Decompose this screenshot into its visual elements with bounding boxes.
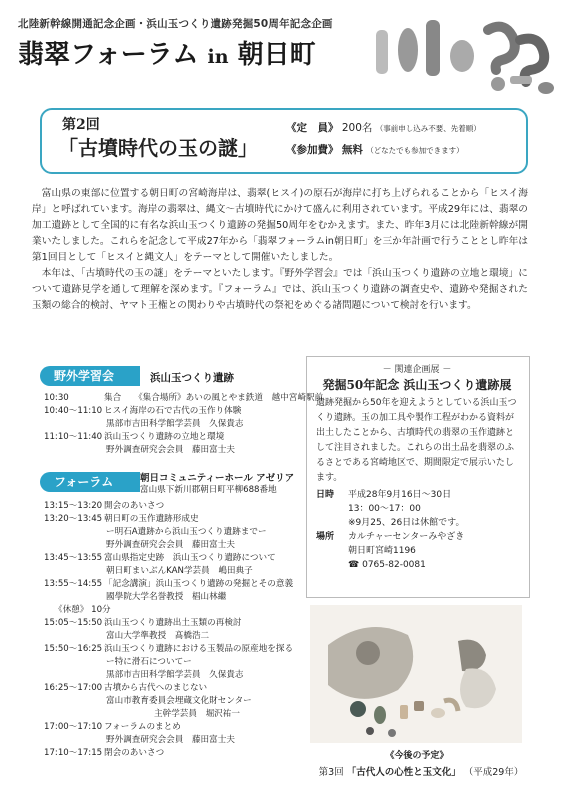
schedule-row: 13:55～14:55 「記念講演」浜山玉つくり遺跡の発掘とその意義 — [44, 579, 294, 589]
schedule-row: 黒部市吉田科学館学芸員 久保貴志 — [106, 419, 244, 429]
page-title — [18, 34, 316, 71]
exhibition-body: 遺跡発掘から50年を迎えようとしている浜山玉つくり遺跡。玉の加工具や製作工程がわかる資料が出土したことから、古墳時代の翡翠の玉作遺跡として注目されました。これらの出土品を翡翠のふるさとである宮崎地区で、期間限定で展示いたします。 — [316, 398, 517, 483]
fee-note: （どなたでも参加できます） — [366, 146, 464, 155]
fee-value: 無料 — [341, 144, 363, 156]
schedule-row: 《休憩》 10分 — [54, 605, 111, 615]
schedule-row: 11:10～11:40 浜山玉つくり遺跡の立地と環境 — [44, 432, 225, 442]
exhibition-place: 場所 カルチャーセンターみやざき — [316, 532, 465, 542]
schedule-row: 17:00～17:10 フォーラムのまとめ — [44, 722, 181, 732]
schedule-row: 15:05～15:50 浜山玉つくり遺跡出土玉類の再検討 — [44, 618, 242, 628]
phone-icon: ☎ — [348, 560, 360, 570]
title-place: 朝日町 — [237, 40, 316, 70]
forum-venue: 朝日コミュニティーホール アゼリア — [140, 473, 295, 484]
exhibition-closed-note: ※9月25、26日は休館です。 — [348, 518, 465, 528]
schedule-row: 黒部市吉田科学館学芸員 久保貴志 — [106, 670, 244, 680]
intro-text — [32, 186, 528, 314]
schedule-row: ー特に滑石についてー — [106, 657, 192, 667]
field-study-banner: 野外学習会 — [40, 366, 140, 386]
exhibition-date: 日時 平成28年9月16日～30日 — [316, 490, 452, 500]
schedule-row: ー明石A遺跡から浜山玉つくり遺跡までー — [106, 527, 267, 537]
artifacts-photo — [310, 605, 522, 743]
exhibition-phone: ☎ 0765-82-0081 — [348, 560, 426, 570]
schedule-row: 朝日町まいぶんKAN学芸員 嶋田典子 — [106, 566, 253, 576]
future-plan-item: 第3回 「古代人の心性と玉文化」 （平成29年） — [318, 767, 524, 778]
schedule-row: 主幹学芸員 堀沢祐一 — [154, 709, 240, 719]
header-subtitle: 北陸新幹線開通記念企画・浜山玉つくり遺跡発掘50周年記念企画 — [18, 18, 333, 30]
capacity-value: 200名 — [341, 122, 373, 134]
schedule-row: 10:30 集合 《集合場所》あいの風とやま鉄道 越中宮崎駅前 — [44, 393, 324, 403]
exhibition-time: 13：00～17：00 — [348, 504, 421, 514]
forum-schedule — [44, 500, 306, 760]
schedule-row: 野外調査研究会会員 藤田富士夫 — [106, 735, 235, 745]
title-main: 翡翠フォーラム — [18, 40, 199, 70]
future-plan-title: 《今後の予定》 — [385, 751, 449, 761]
fee-info — [286, 142, 464, 157]
exhibition-title: 発掘50年記念 浜山玉つくり遺跡展 — [322, 378, 512, 392]
schedule-row: 15:50～16:25 浜山玉つくり遺跡における玉製品の原産地を探る — [44, 644, 294, 654]
edition-label: 第2回 — [62, 117, 100, 133]
forum-address: 富山県下新川郡朝日町平柳688番地 — [140, 485, 277, 495]
exhibition-head: － 関連企画展 － — [382, 365, 452, 375]
intro-paragraph-1: 富山県の東部に位置する朝日町の宮崎海岸は、翡翠(ヒスイ)の原石が海岸に打ち上げられることから「ヒスイ海岸」と呼ばれています。海岸の翡翠は、縄文～古墳時代にかけて盛んに利用されています。平成29年には、翡翠の加工遺跡として全国的に有名な浜山玉つくり遺跡の発掘50周年をむかえます。また、昨年3月には北陸新幹線が開業いたしました。これらを記念して平成27年から「翡翠フォーラムin朝日町」を三か年計画で行うこととし昨年は第1回目として「ヒスイと縄文人」をテーマとして開催いたしました。 — [32, 188, 528, 263]
capacity-info — [286, 120, 481, 135]
field-study-schedule — [44, 392, 324, 457]
fee-label: 《参加費》 — [286, 144, 339, 156]
exhibition-details — [316, 488, 522, 572]
schedule-row: 野外調査研究会会員 藤田富士夫 — [106, 445, 235, 455]
schedule-row: 富山市教育委員会埋蔵文化財センター — [106, 696, 252, 706]
schedule-row: 10:40～11:10 ヒスイ海岸の石で古代の玉作り体験 — [44, 406, 242, 416]
capacity-label: 《定 員》 — [286, 122, 339, 134]
schedule-row: 富山大学準教授 髙橋浩二 — [106, 631, 210, 641]
schedule-row: 野外調査研究会会員 藤田富士夫 — [106, 540, 235, 550]
title-in: in — [207, 46, 229, 68]
schedule-row: 13:20～13:45 朝日町の玉作遺跡形成史 — [44, 514, 199, 524]
schedule-row: 17:10～17:15 閉会のあいさつ — [44, 748, 165, 758]
capacity-note: （事前申し込み不要、先着順） — [375, 124, 481, 133]
field-study-title: 浜山玉つくり遺跡 — [150, 372, 234, 384]
intro-paragraph-2: 本年は、「古墳時代の玉の謎」をテーマといたします。『野外学習会』では「浜山玉つくり遺跡の立地と環境」について遺跡見学を通して理解を深めます。『フォーラム』では、浜山玉つくり遺跡の調査史や、遺跡や発掘された玉類の総合的検討、ヤマト王権との関わりや古墳時代の祭祀をめぐる諸問題について検討を行います。 — [32, 268, 528, 311]
jade-beads-illustration — [370, 10, 560, 102]
forum-banner: フォーラム — [40, 472, 140, 492]
schedule-row: 國學院大学名誉教授 椙山林繼 — [106, 592, 227, 602]
schedule-row: 13:15～13:20 開会のあいさつ — [44, 501, 165, 511]
schedule-row: 16:25～17:00 古墳から古代へのまじない — [44, 683, 208, 693]
event-title: 「古墳時代の玉の謎」 — [58, 136, 258, 160]
exhibition-address: 朝日町宮崎1196 — [348, 546, 416, 556]
schedule-row: 13:45～13:55 富山県指定史跡 浜山玉つくり遺跡について — [44, 553, 276, 563]
